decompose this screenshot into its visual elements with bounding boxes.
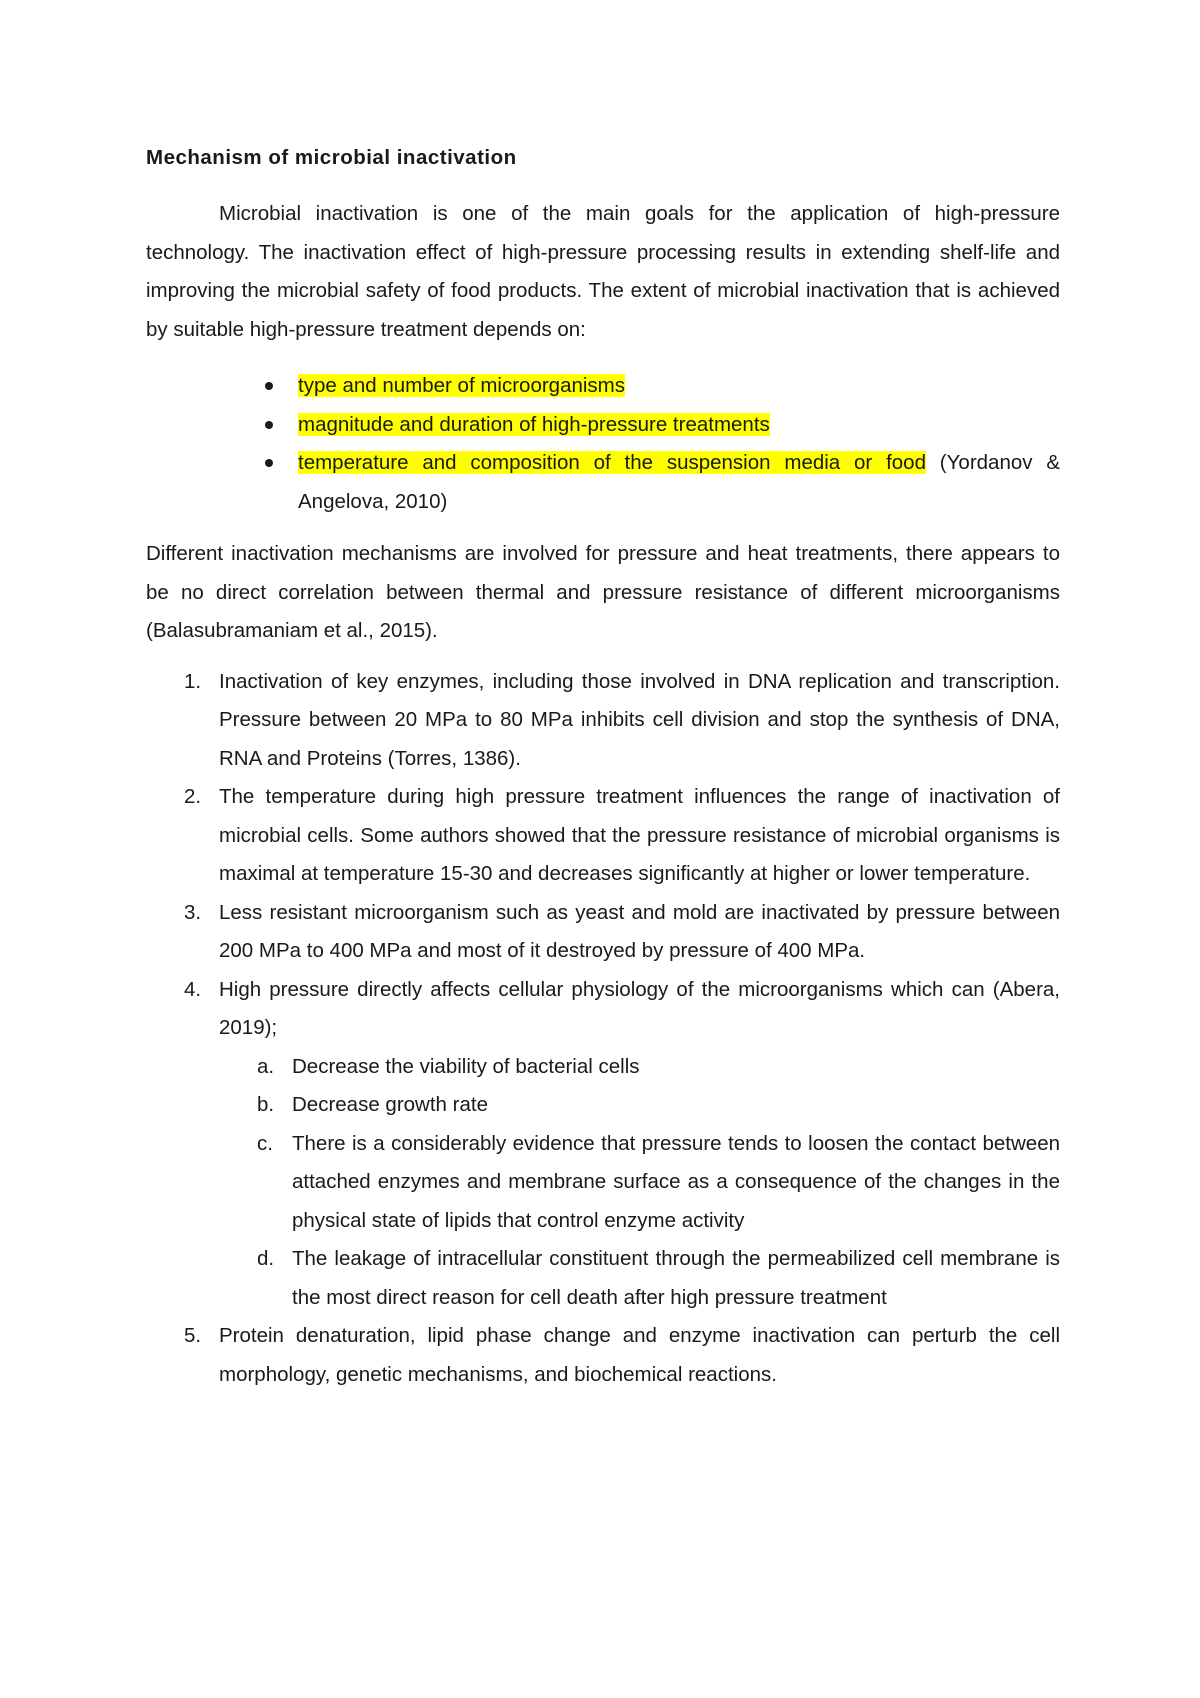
- item-letter: b.: [257, 1093, 275, 1116]
- citation-text: (Yordanov & Angelova, 2010): [298, 451, 1061, 513]
- highlighted-text: magnitude and duration of high-pressure treatments: [298, 412, 770, 436]
- lettered-item: [219, 1240, 1060, 1317]
- lettered-item: [219, 1048, 1060, 1087]
- numbered-item: [146, 778, 1060, 894]
- lettered-item: [219, 1086, 1060, 1125]
- numbered-item: [146, 971, 1060, 1318]
- item-text: Decrease the viability of bacterial cells: [292, 1054, 640, 1078]
- item-number: 1.: [184, 669, 202, 693]
- intro-paragraph: Microbial inactivation is one of the main goals for the application of high-pressure technology. The inactivation effect of high-pressure processing results in extending shelf-life and improving the microbial safety of food products. The extent of microbial inactivation that is achieved by suitable high-pressure treatment depends on:: [146, 202, 1060, 341]
- bullet-dot-icon: [265, 459, 273, 467]
- item-text: High pressure directly affects cellular physiology of the microorganisms which can (Abera, 2019);: [219, 977, 1060, 1039]
- highlighted-text: temperature and composition of the suspension media or food: [298, 451, 926, 474]
- bullet-item: [146, 406, 1060, 445]
- bullet-item: [146, 444, 1060, 521]
- lettered-sublist: [219, 1048, 1060, 1318]
- bullet-dot-icon: [265, 382, 273, 390]
- item-letter: d.: [257, 1247, 275, 1270]
- numbered-item: [146, 663, 1060, 779]
- item-letter: c.: [257, 1131, 273, 1155]
- item-text: The temperature during high pressure treatment influences the range of inactivation of microbial cells. Some authors showed that the pressure resistance of microbial organisms is maximal at temperature 15-30 and decreases significantly at higher or lower temperature.: [219, 785, 1060, 885]
- item-text: Less resistant microorganism such as yeast and mold are inactivated by pressure between 200 MPa to 400 MPa and most of it destroyed by pressure of 400 MPa.: [219, 900, 1060, 962]
- item-number: 5.: [184, 1324, 202, 1347]
- mechanisms-paragraph: Different inactivation mechanisms are involved for pressure and heat treatments, there appears to be no direct correlation between thermal and pressure resistance of different microorganisms (Balasubramaniam et al., 2015).: [146, 542, 1060, 642]
- numbered-item: [146, 894, 1060, 971]
- item-text: Protein denaturation, lipid phase change and enzyme inactivation can perturb the cell morphology, genetic mechanisms, and biochemical reactions.: [219, 1324, 1060, 1386]
- numbered-item: [146, 1317, 1060, 1394]
- item-text: Inactivation of key enzymes, including those involved in DNA replication and transcription. Pressure between 20 MPa to 80 MPa inhibits cell division and stop the synthesis of DNA, RNA and Proteins (Torres, 1386).: [219, 669, 1060, 770]
- item-number: 4.: [184, 977, 202, 1001]
- bullet-dot-icon: [265, 421, 273, 429]
- section-heading: Mechanism of microbial inactivation: [146, 146, 517, 169]
- document-content: [146, 145, 1060, 1394]
- item-number: 2.: [184, 785, 202, 808]
- item-number: 3.: [184, 900, 202, 924]
- item-text: The leakage of intracellular constituent through the permeabilized cell membrane is the most direct reason for cell death after high pressure treatment: [292, 1247, 1060, 1309]
- item-text: There is a considerably evidence that pressure tends to loosen the contact between attached enzymes and membrane surface as a consequence of the changes in the physical state of lipids that control enzyme activity: [292, 1131, 1060, 1232]
- highlighted-text: type and number of microorganisms: [298, 374, 626, 397]
- factor-bullet-list: [146, 367, 1060, 521]
- mechanism-numbered-list: [146, 663, 1060, 1395]
- item-letter: a.: [257, 1054, 275, 1078]
- bullet-item: [146, 367, 1060, 406]
- lettered-item: [219, 1125, 1060, 1241]
- item-text: Decrease growth rate: [292, 1093, 488, 1116]
